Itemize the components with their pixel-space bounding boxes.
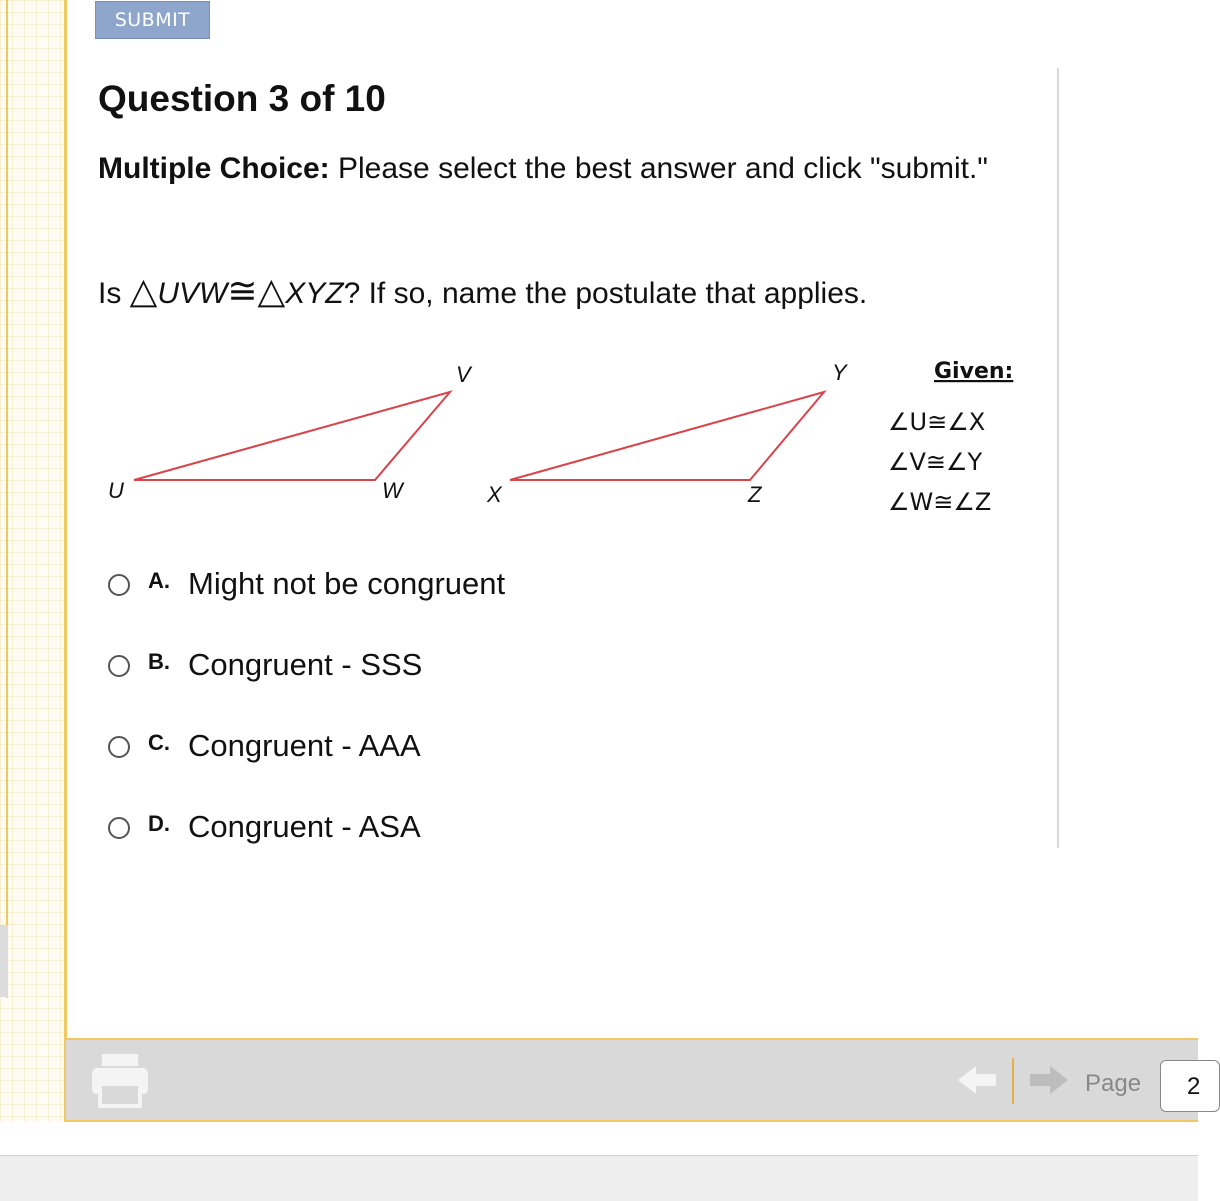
question-title: Question 3 of 10	[98, 78, 386, 119]
given-item-2: ∠V≅∠Y	[888, 448, 983, 476]
prev-arrow-icon[interactable]	[956, 1064, 998, 1096]
label-w: W	[382, 478, 403, 503]
radio-a[interactable]	[108, 574, 130, 596]
page-label: Page	[1085, 1070, 1142, 1097]
bottom-strip	[0, 1155, 1198, 1201]
choice-letter: D.	[148, 811, 170, 836]
triangle-icon: △	[257, 270, 286, 311]
label-x: X	[487, 482, 502, 507]
toolbar-separator	[1012, 1058, 1014, 1104]
congruent-icon: ≅	[227, 270, 258, 311]
triangle-figure	[100, 350, 1060, 530]
given-item-1: ∠U≅∠X	[888, 408, 986, 436]
choice-text[interactable]: Congruent - SSS	[188, 647, 423, 682]
instructions-text: Please select the best answer and click "submit."	[329, 152, 988, 185]
radio-c[interactable]	[108, 736, 130, 758]
question-prompt	[98, 270, 867, 312]
instructions-label: Multiple Choice:	[98, 152, 330, 185]
triangle-uvw-shape	[134, 392, 450, 480]
label-v: V	[456, 362, 471, 387]
triangle-xyz-shape	[510, 392, 824, 480]
content-border	[64, 0, 67, 1122]
submit-button[interactable]: SUBMIT	[95, 1, 210, 39]
page-number-input[interactable]: 2	[1160, 1060, 1220, 1112]
choice-text[interactable]: Might not be congruent	[188, 566, 506, 601]
choice-letter: C.	[148, 730, 170, 755]
label-z: Z	[748, 482, 762, 507]
prompt-prefix: Is	[98, 277, 130, 310]
print-icon[interactable]	[90, 1052, 150, 1108]
left-frame	[0, 0, 66, 1122]
label-u: U	[108, 478, 124, 503]
choice-text[interactable]: Congruent - AAA	[188, 728, 421, 763]
left-frame-tab	[0, 925, 8, 997]
instructions	[98, 148, 998, 190]
radio-d[interactable]	[108, 817, 130, 839]
radio-b[interactable]	[108, 655, 130, 677]
choice-text[interactable]: Congruent - ASA	[188, 809, 421, 844]
triangle-icon: △	[129, 270, 158, 311]
triangle-uvw: UVW	[157, 277, 228, 310]
given-title: Given:	[934, 359, 1014, 384]
given-item-3: ∠W≅∠Z	[888, 488, 992, 516]
triangle-xyz: XYZ	[285, 277, 344, 310]
prompt-suffix: ? If so, name the postulate that applies.	[343, 277, 868, 310]
next-arrow-icon[interactable]	[1028, 1064, 1070, 1096]
left-frame-border	[6, 0, 8, 998]
choice-letter: B.	[148, 649, 170, 674]
bottom-toolbar	[66, 1038, 1201, 1122]
choice-letter: A.	[148, 568, 170, 593]
label-y: Y	[832, 360, 847, 385]
